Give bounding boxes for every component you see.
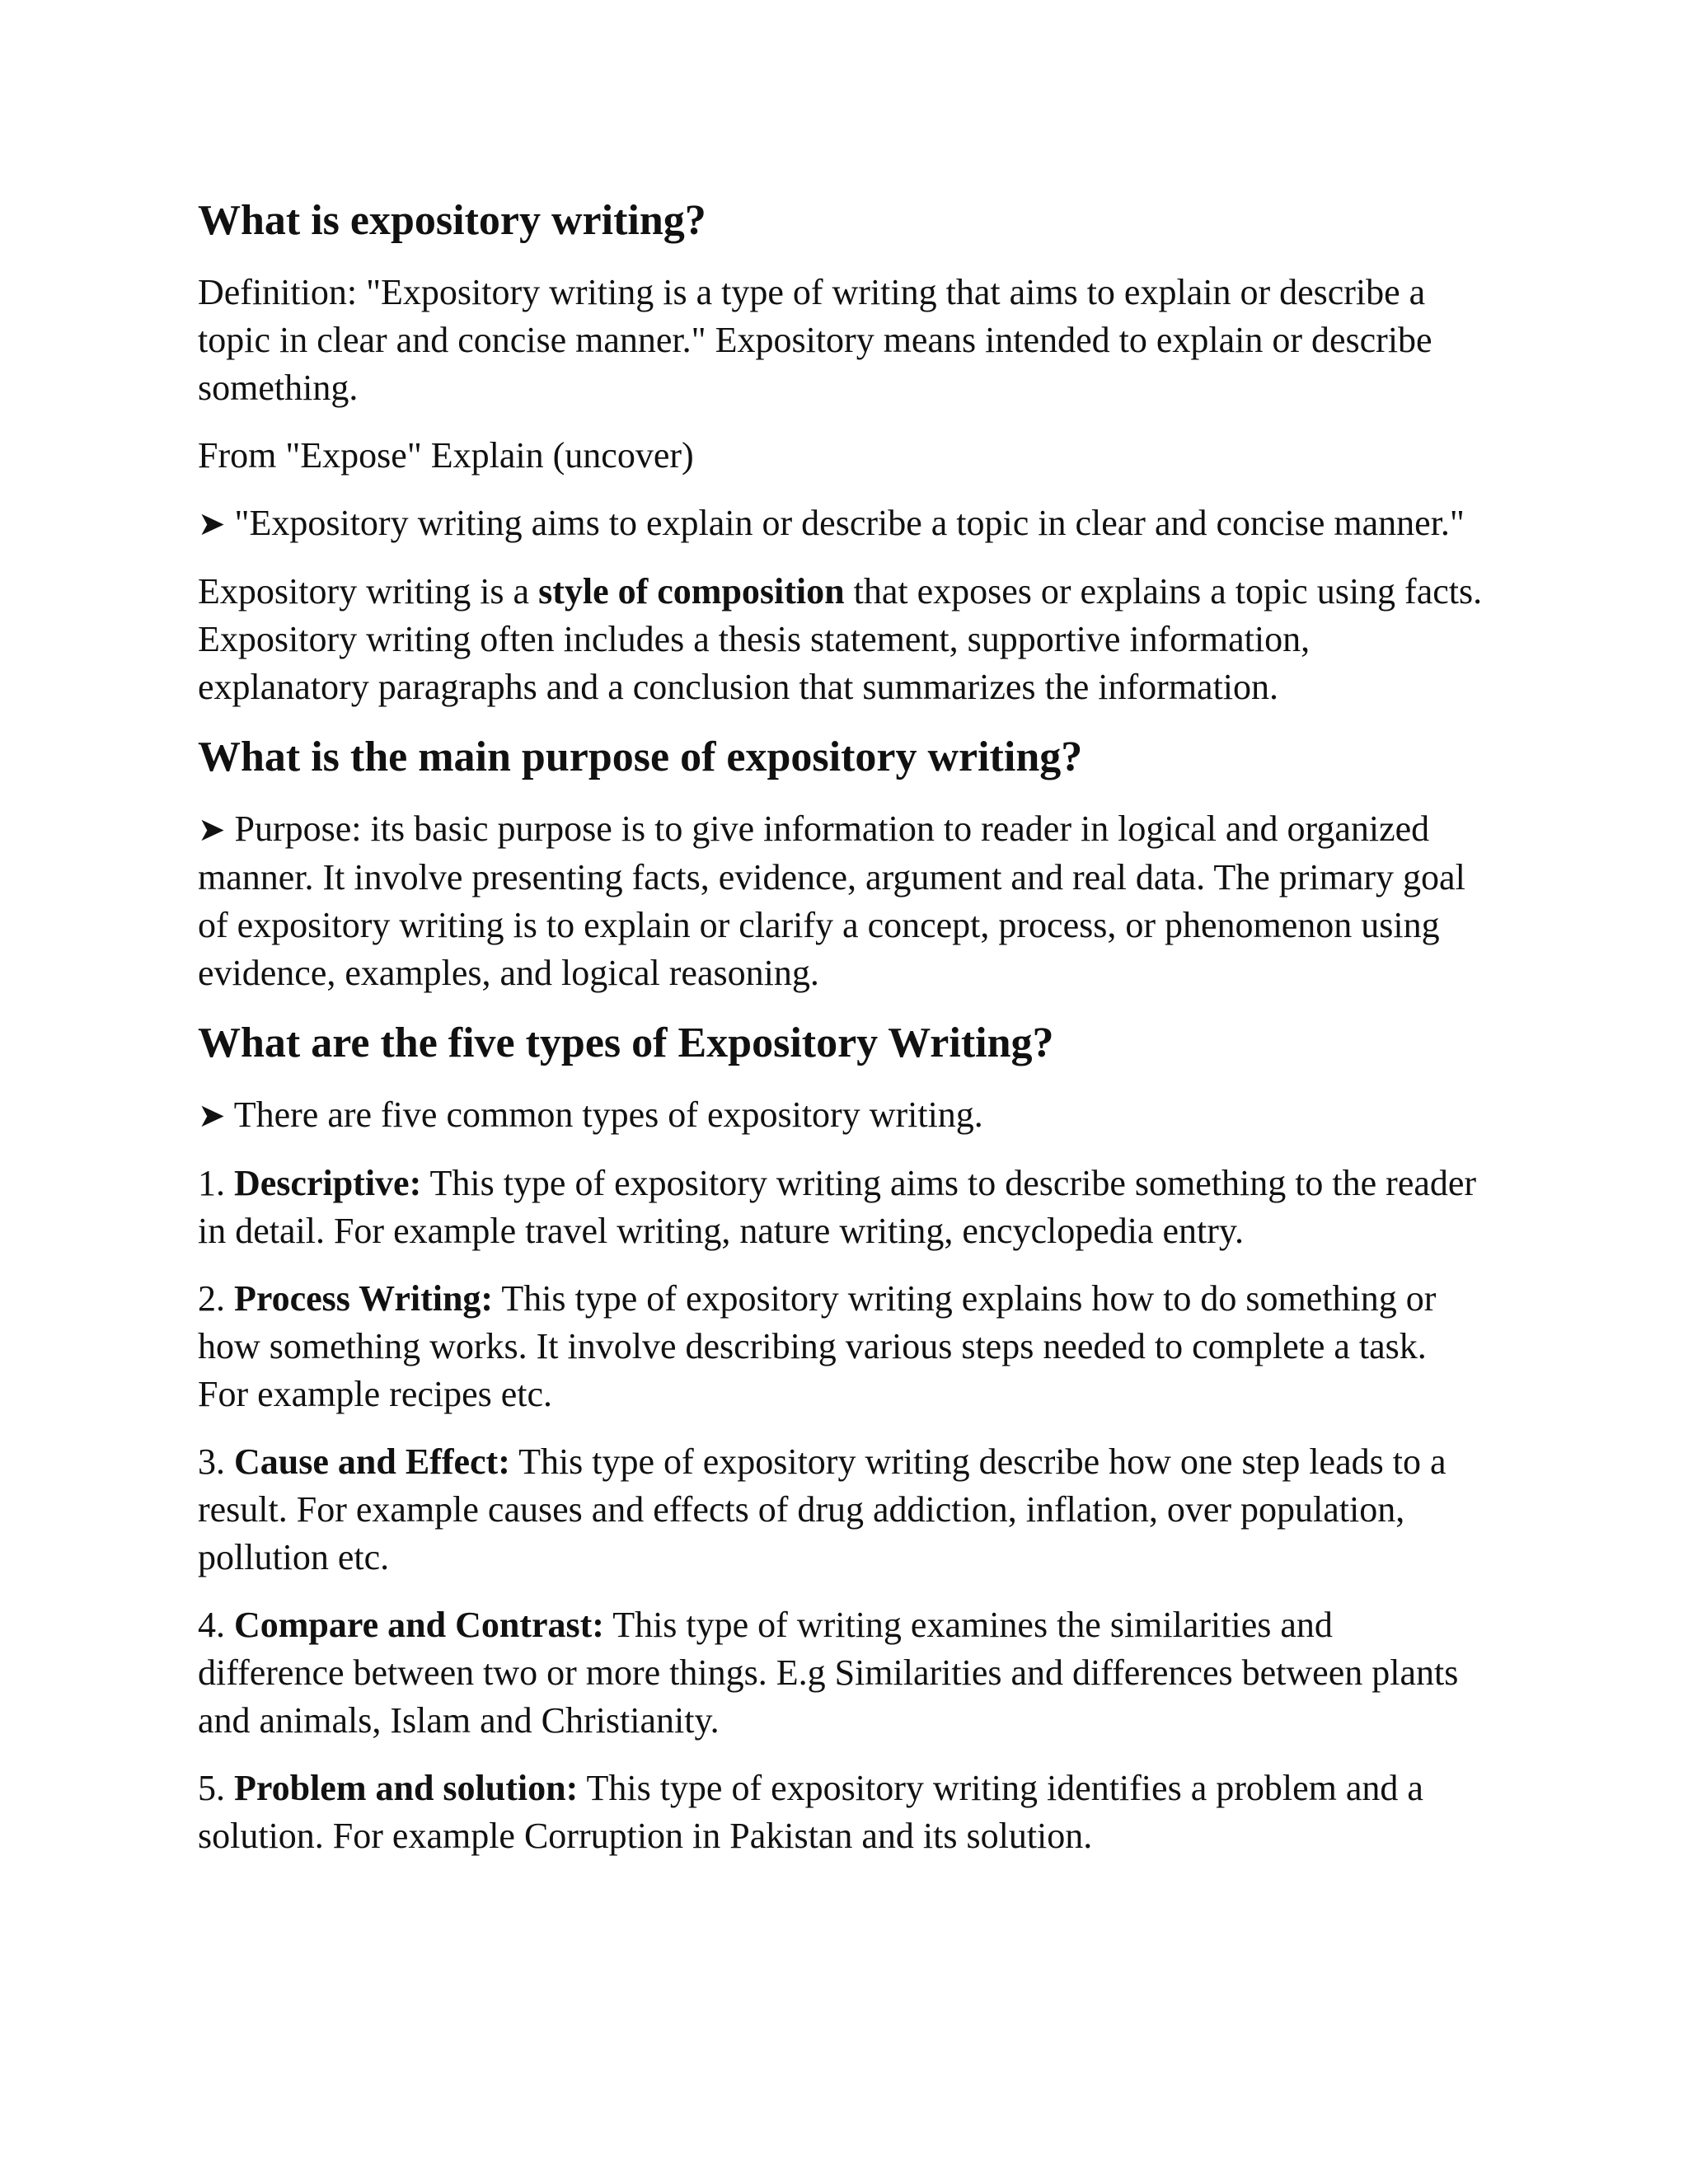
list-item-text: This type of writing examines the similarities and difference between two or more things. E.g Similarities and differences between plants and animals, Islam and Christianity. bbox=[198, 1605, 1459, 1741]
list-item-text: This type of expository writing explains how to do something or how something works. It involve describing various steps needed to complete a task. For example recipes etc. bbox=[198, 1278, 1437, 1414]
list-item-number: 1. bbox=[198, 1163, 225, 1203]
list-item bbox=[198, 1765, 1484, 1860]
heading-expository-writing: What is expository writing? bbox=[198, 197, 706, 244]
list-item-label: Descriptive: bbox=[234, 1163, 422, 1203]
bullet-definition bbox=[198, 499, 1484, 548]
composition-text-post: that exposes or explains a topic using facts. Expository writing often includes a thesis statement, supportive information, explanatory paragraphs and a conclusion that summarizes the information. bbox=[198, 571, 1483, 707]
list-item-number: 3. bbox=[198, 1441, 225, 1482]
bullet-definition-text: "Expository writing aims to explain or describe a topic in clear and concise manner." bbox=[234, 503, 1465, 543]
five-types-intro-text: There are five common types of expository writing. bbox=[233, 1094, 983, 1135]
list-item-number: 2. bbox=[198, 1278, 225, 1319]
five-types-intro bbox=[198, 1091, 1484, 1140]
list-item-label: Problem and solution: bbox=[234, 1768, 579, 1808]
list-item-label: Process Writing: bbox=[234, 1278, 494, 1319]
composition-bold: style of composition bbox=[538, 571, 845, 612]
composition-paragraph bbox=[198, 568, 1484, 711]
list-item-number: 4. bbox=[198, 1605, 225, 1645]
list-item bbox=[198, 1160, 1484, 1255]
list-item bbox=[198, 1438, 1484, 1582]
arrow-bullet-icon: ➤ bbox=[198, 505, 226, 542]
arrow-bullet-icon: ➤ bbox=[198, 1097, 226, 1134]
list-item-label: Cause and Effect: bbox=[234, 1441, 510, 1482]
list-item-text: This type of expository writing describe how one step leads to a result. For example causes and effects of drug addiction, inflation, over population, pollution etc. bbox=[198, 1441, 1447, 1577]
list-item-label: Compare and Contrast: bbox=[234, 1605, 604, 1645]
purpose-text: Purpose: its basic purpose is to give information to reader in logical and organized manner. It involve presenting facts, evidence, argument and real data. The primary goal of expository writing is to explain or clarify a concept, process, or phenomenon using evidence, examples, and logical reasoning. bbox=[198, 808, 1465, 993]
list-item-text: This type of expository writing identifies a problem and a solution. For example Corruption in Pakistan and its solution. bbox=[198, 1768, 1423, 1856]
arrow-bullet-icon: ➤ bbox=[198, 811, 226, 848]
list-item bbox=[198, 1275, 1484, 1418]
list-item-number: 5. bbox=[198, 1768, 225, 1808]
document-page bbox=[198, 194, 1484, 1880]
heading-five-types: What are the five types of Expository Writing? bbox=[198, 1019, 1054, 1066]
composition-text-pre: Expository writing is a bbox=[198, 571, 539, 612]
list-item bbox=[198, 1601, 1484, 1745]
purpose-paragraph bbox=[198, 805, 1484, 997]
heading-main-purpose: What is the main purpose of expository writing? bbox=[198, 733, 1083, 780]
origin-paragraph: From "Expose" Explain (uncover) bbox=[198, 435, 694, 476]
definition-paragraph: Definition: "Expository writing is a type of writing that aims to explain or describe a topic in clear and concise manner." Expository means intended to explain or describe something. bbox=[198, 272, 1432, 408]
list-item-text: This type of expository writing aims to describe something to the reader in detail. For example travel writing, nature writing, encyclopedia entry. bbox=[198, 1163, 1477, 1251]
